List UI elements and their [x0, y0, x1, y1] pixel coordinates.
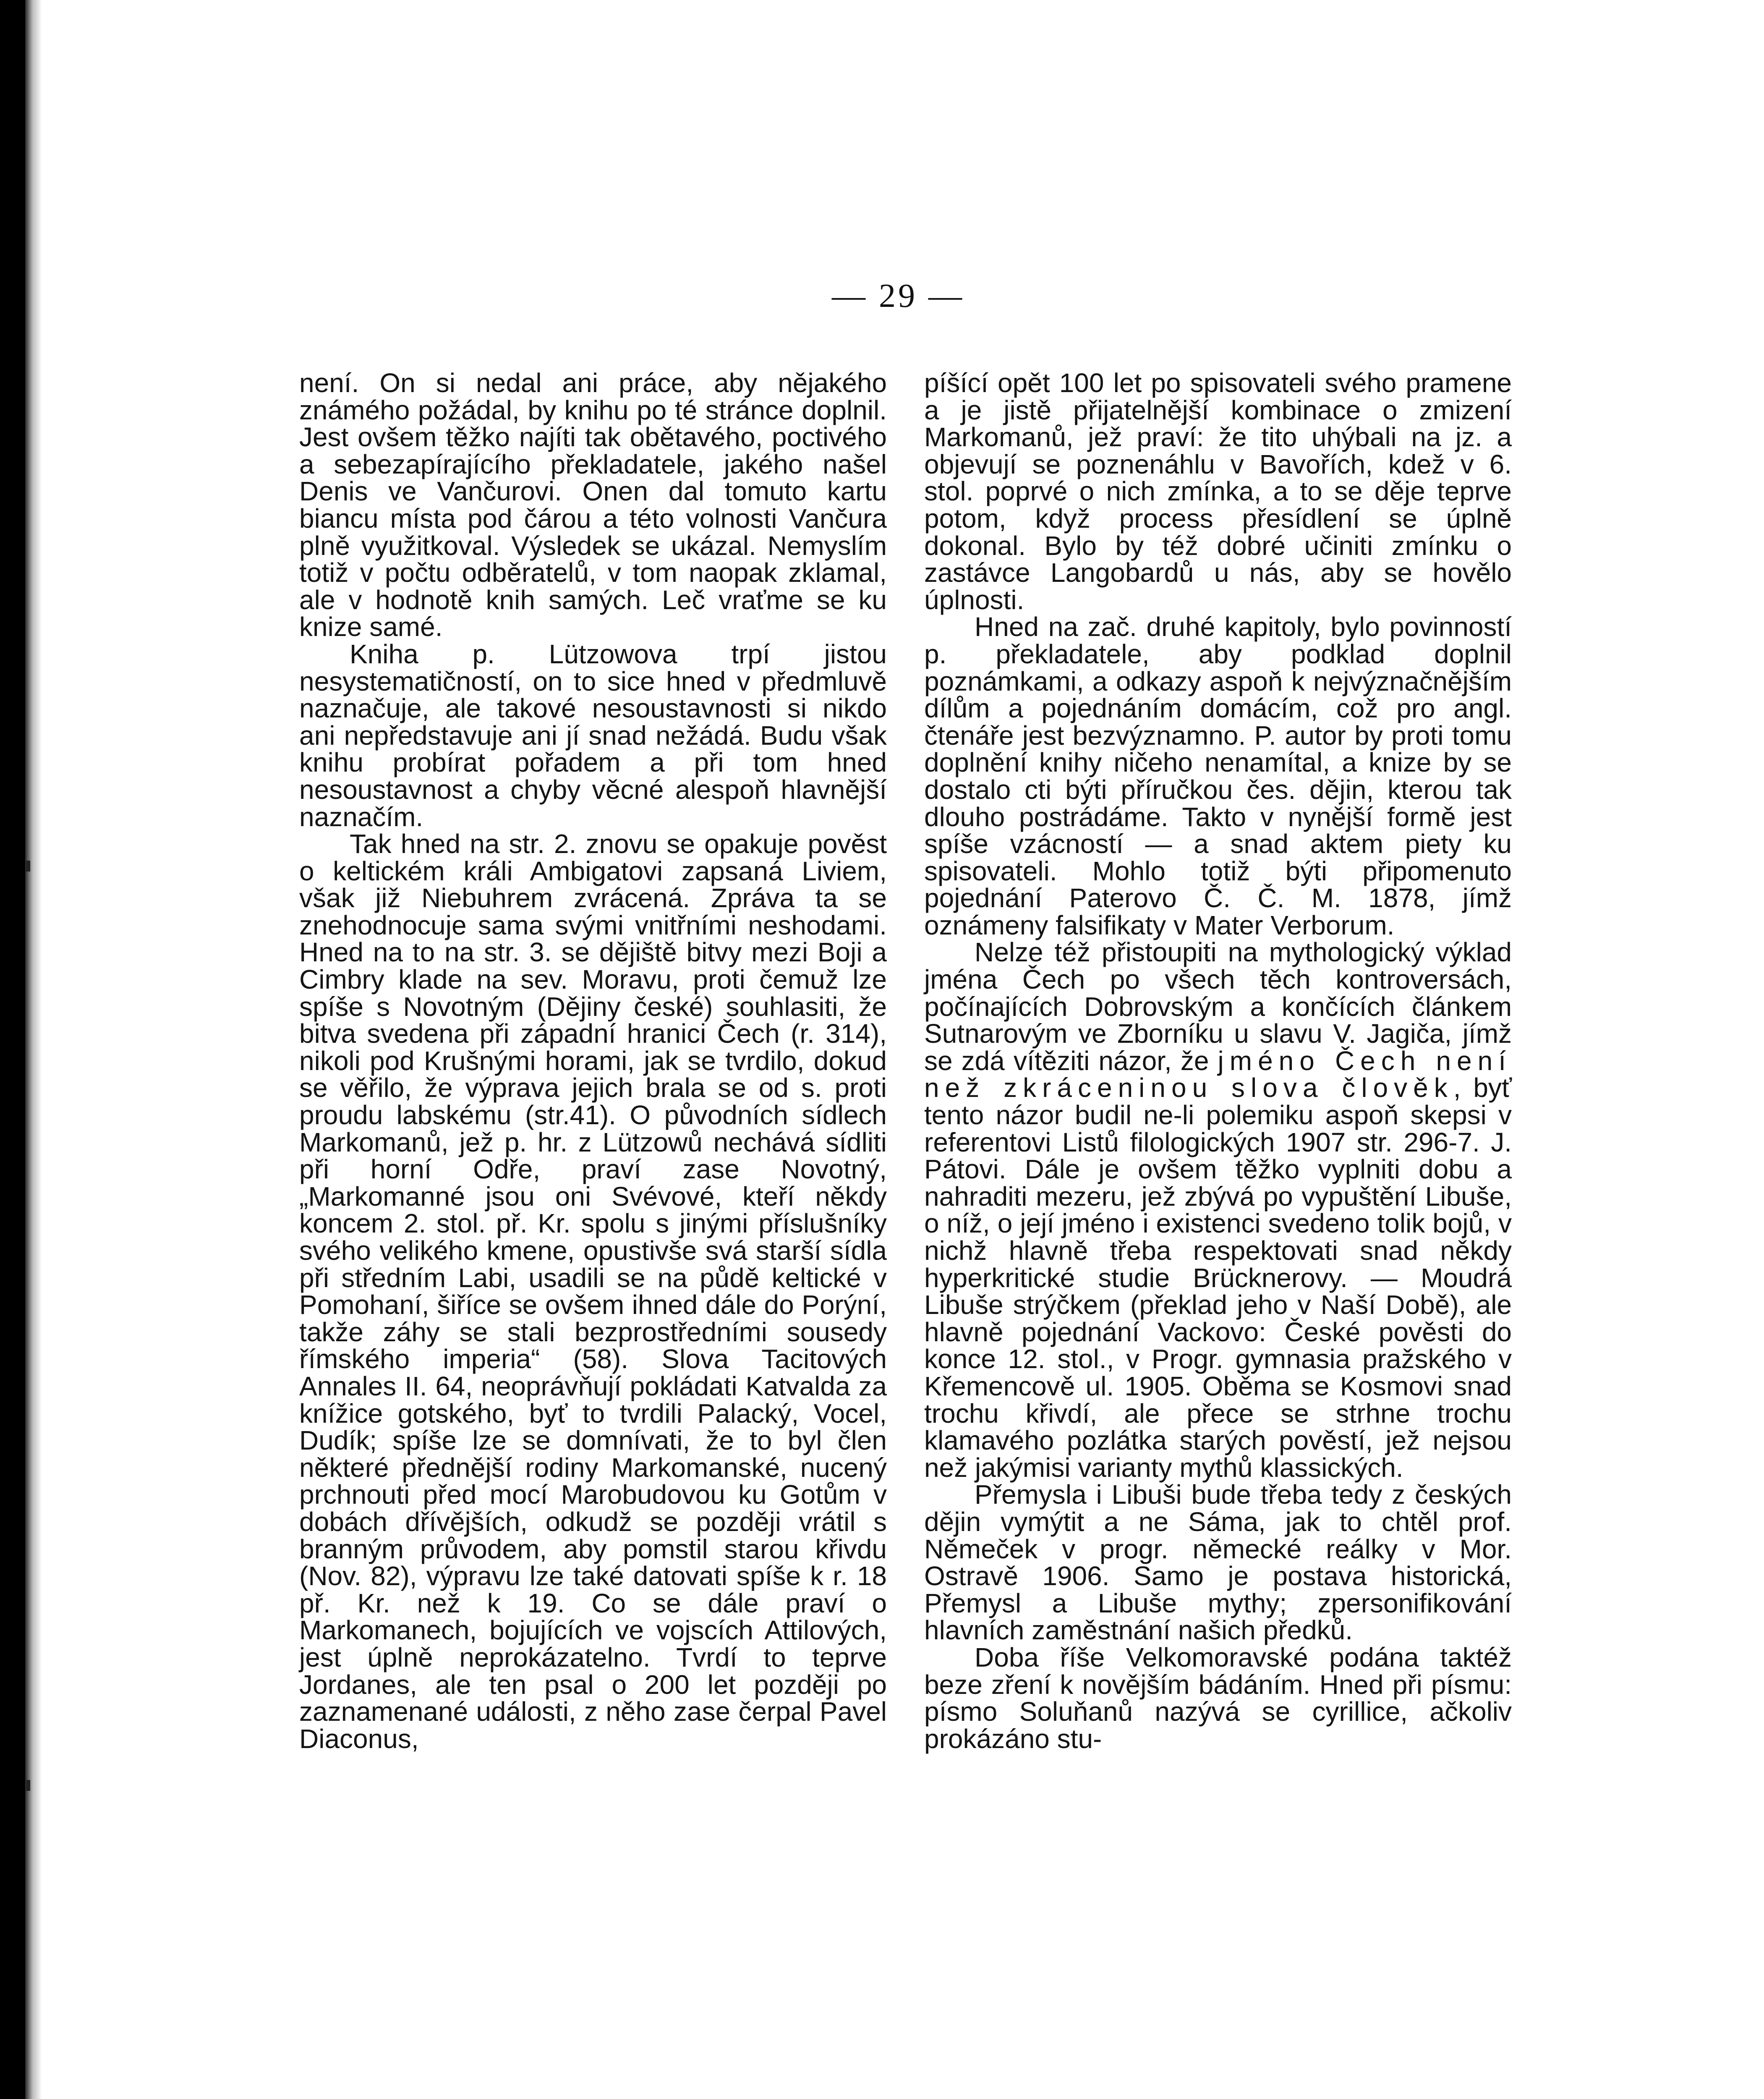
paragraph	[924, 939, 1512, 1481]
paragraph: Doba říše Velkomoravské podána taktéž beze zření k novějším bádáním. Hned při písmu: písmo Soluňanů nazývá se cyrillice, ačkoliv prokázáno stu-	[924, 1642, 1512, 1754]
paragraph: píšící opět 100 let po spisovateli svého pramene a je jistě přijatelnější kombinace o zmizení Markomanů, jež praví: že tito uhýbali na jz. a objevují se poznenáhlu v Bavořích, kdež v 6. stol. poprvé o nich zmínka, a to se děje teprve potom, když process přesídlení se úplně dokonal. Bylo by též dobré učiniti zmínku o zastávce Langobardů u nás, aby se hovělo úplnosti.	[924, 368, 1512, 615]
document-page	[25, 0, 1764, 2099]
scan-edge-mark	[26, 1780, 30, 1791]
paragraph: Hned na zač. druhé kapitoly, bylo povinností p. překladatele, aby podklad doplnil poznámkami, a odkazy aspoň k nejvýznačnějším dílům a pojednáním domácím, což pro angl. čtenáře jest bezvýznamno. P. autor by proti tomu doplnění knihy ničeho nenamítal, a knize by se dostalo cti býti příručkou čes. dějin, kterou tak dlouho postrádáme. Takto v nynější formě jest spíše vzácností — a snad aktem piety ku spisovateli. Mohlo totiž býti připomenuto pojednání Paterovo Č. Č. M. 1878, jímž oznámeny falsifikaty v Mater Verborum.	[924, 612, 1512, 940]
spaced-emphasis-text: jméno Čech není než zkráceninou slova člověk	[924, 1045, 1512, 1103]
paragraph: Přemysla i Libuši bude třeba tedy z českých dějin vymýtit a ne Sáma, jak to chtěl prof. Němeček v progr. německé reálky v Mor. Ostravě 1906. Samo je postava historická, Přemysl a Libuše mythy; zpersonifikování hlavních zaměstnání našich předků.	[924, 1479, 1512, 1646]
scan-edge-mark	[26, 861, 30, 872]
paragraph-text: Nelze též přistoupiti na mythologický výklad jména Čech po všech těch kontroversách, počínajících Dobrovským a končících článkem Sutnarovým ve Zborníku u slavu V. Jagiča, jímž se zdá vítěziti názor, že	[924, 937, 1512, 1076]
page-number: — 29 —	[832, 277, 964, 314]
paragraph: Kniha p. Lützowova trpí jistou nesystematičností, on to sice hned v předmluvě naznačuje, ale takové nesoustavnosti si nikdo ani nepředstavuje ani jí snad nežádá. Budu však knihu probírat pořadem a při tom hned nesoustavnost a chyby věcné alespoň hlavnější naznačím.	[299, 639, 887, 832]
left-column	[299, 369, 887, 1752]
paragraph-text: , byť tento názor budil ne-li polemiku aspoň skepsi v referentovi Listů filologických 1907 str. 296-7. J. Pátovi. Dále je ovšem těžko vyplniti dobu a nahraditi mezeru, jež zbývá po vypuštění Libuše, o níž, o její jméno i existenci svedeno tolik bojů, v nichž hlavně třeba respektovati snad někdy hyperkritické studie Brücknerovy. — Moudrá Libuše strýčkem (překlad jeho v Naší Době), ale hlavně pojednání Vackovo: České pověsti do konce 12. stol., v Progr. gymnasia pražského v Křemencově ul. 1905. Oběma se Kosmovi snad trochu křivdí, ale přece se strhne trochu klamavého pozlátka starých pověstí, jež nejsou než jakýmisi varianty mythů klassických.	[924, 1073, 1512, 1483]
paragraph: není. On si nedal ani práce, aby nějakého známého požádal, by knihu po té stránce doplnil. Jest ovšem těžko najíti tak obětavého, poctivého a sebezapírajícího překladatele, jakého našel Denis ve Vančurovi. Onen dal tomuto kartu biancu místa pod čárou a této volnosti Vančura plně využitkoval. Výsledek se ukázal. Nemyslím totiž v počtu odběratelů, v tom naopak zklamal, ale v hodnotě knih samých. Leč vraťme se ku knize samé.	[299, 368, 887, 642]
right-column	[924, 369, 1512, 1752]
paragraph: Tak hned na str. 2. znovu se opakuje pověst o keltickém králi Ambigatovi zapsaná Liviem, však již Niebuhrem zvrácená. Zpráva ta se znehodnocuje sama svými vnitřními neshodami. Hned na to na str. 3. se dějiště bitvy mezi Boji a Cimbry klade na sev. Moravu, proti čemuž lze spíše s Novotným (Dějiny české) souhlasiti, že bitva svedena při západní hranici Čech (r. 314), nikoli pod Krušnými horami, jak se tvrdilo, dokud se věřilo, že výprava jejich brala se od s. proti proudu labskému (str.41). O původních sídlech Markomanů, jež p. hr. z Lützowů nechává sídliti při horní Odře, praví zase Novotný, „Markomanné jsou oni Svévové, kteří někdy koncem 2. stol. př. Kr. spolu s jinými příslušníky svého velikého kmene, opustivše svá starší sídla při středním Labi, usadili se na půdě keltické v Pomohaní, šiříce se ovšem ihned dále do Porýní, takže záhy se stali bezprostředními sousedy římského imperia“ (58). Slova Tacitových Annales II. 64, neoprávňují pokládati Katvalda za knížice gotského, byť to tvrdili Palacký, Vocel, Dudík; spíše lze se domnívati, že to byl člen některé přednější rodiny Markomanské, nucený prchnouti před mocí Marobudovou ku Gotům v dobách dřívějších, odkudž se později vrátil s branným průvodem, aby pomstil starou křivdu (Nov. 82), výpravu lze také datovati spíše k r. 18 př. Kr. než k 19. Co se dále praví o Markomanech, bojujících ve vojscích Attilových, jest úplně neprokázatelno. Tvrdí to teprve Jordanes, ale ten psal o 200 let později po zaznamenané události, z něho zase čerpal Pavel Diaconus,	[299, 829, 887, 1754]
